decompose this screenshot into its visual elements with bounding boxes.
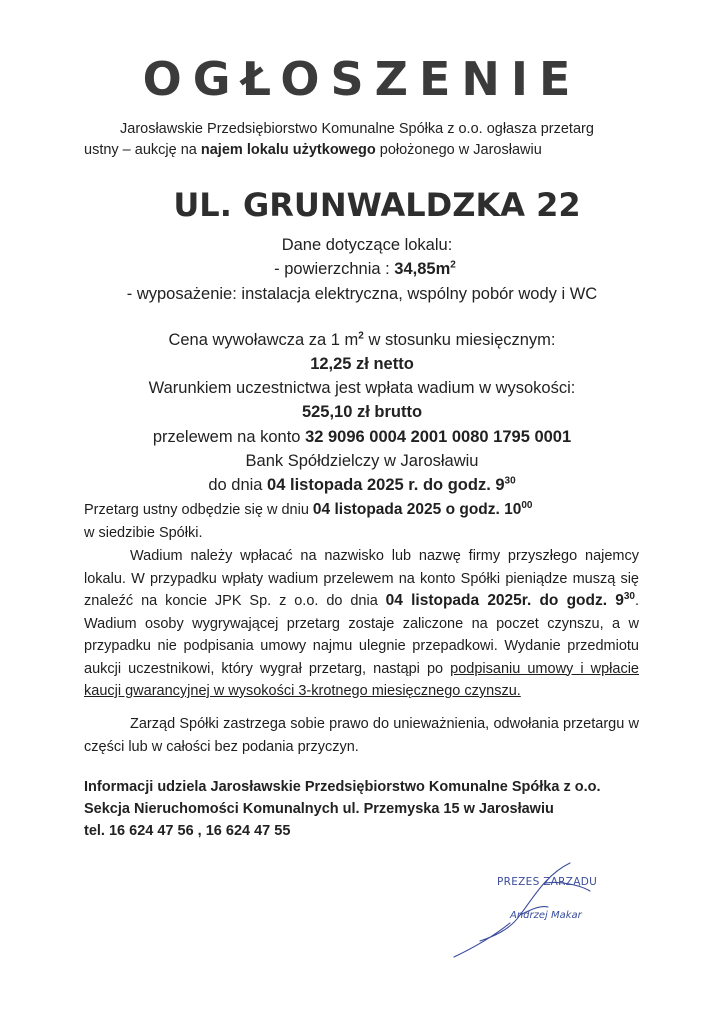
intro-text: ustny – aukcję na xyxy=(84,142,201,158)
auction-date: 04 listopada 2025 o godz. 10 xyxy=(312,501,522,518)
intro-text-end: położonego w Jarosławiu xyxy=(375,142,542,158)
handwritten-signature xyxy=(450,855,610,965)
area-superscript: 2 xyxy=(450,259,456,271)
signature-stroke xyxy=(454,863,590,957)
auction-location: w siedzibie Spółki. xyxy=(84,524,203,541)
deposit-deadline: 04 listopada 2025r. do godz. 9 xyxy=(385,592,624,609)
contact-line-2: Sekcja Nieruchomości Komunalnych ul. Przemyska 15 w Jarosławiu xyxy=(84,801,554,817)
price-value: 12,25 zł netto xyxy=(310,355,414,373)
price-label-end: w stosunku miesięcznym: xyxy=(363,331,556,349)
street-address: UL. GRUNWALDZKA 22 xyxy=(173,186,581,224)
auction-superscript: 00 xyxy=(521,500,533,512)
signatory-name: Andrzej Makar xyxy=(510,910,582,921)
intro-line-1: Jarosławskie Przedsiębiorstwo Komunalne Spółka z o.o. ogłasza przetarg xyxy=(120,121,594,137)
transfer-line xyxy=(0,428,724,447)
transfer-label: przelewem na konto xyxy=(152,428,306,446)
contact-line-1: Informacji udziela Jarosławskie Przedsiębiorstwo Komunalne Spółka z o.o. xyxy=(84,779,601,795)
contact-line-3: tel. 16 624 47 56 , 16 624 47 55 xyxy=(84,823,291,839)
equipment-line: - wyposażenie: instalacja elektryczna, wspólny pobór wody i WC xyxy=(126,285,598,303)
price-label-superscript: 2 xyxy=(358,330,364,342)
price-label: Cena wywoławcza za 1 m xyxy=(168,331,359,349)
board-paragraph xyxy=(84,713,639,758)
deposit-text: Wadium należy wpłacać na nazwisko lub nazwę firmy przyszłego najemcy lokalu. W przypadku wpłaty wadium przelewem na konto Spółki pieniądze muszą się znaleźć na koncie JPK Sp. z o.o. do dnia xyxy=(84,548,639,609)
stamp-title: PREZES ZARZĄDU xyxy=(497,876,598,888)
area-label: - powierzchnia : xyxy=(274,260,395,278)
area-value: 34,85m xyxy=(394,260,451,278)
auction-paragraph xyxy=(84,499,639,544)
area-line xyxy=(0,260,724,279)
details-header: Dane dotyczące lokalu: xyxy=(281,236,453,254)
deadline-superscript: 30 xyxy=(504,475,516,487)
deposit-value: 525,10 zł brutto xyxy=(301,403,423,421)
deposit-text-cont: . Wadium osoby wygrywającej przetarg zostaje zaliczone na poczet czynszu, a w przypadku nie podpisania umowy najmu ulegnie przepadkowi. Wydanie przedmiotu aukcji uczestnikowi, który wygrał przetarg, nastąpi po xyxy=(84,593,639,677)
page-title: OGŁOSZENIE xyxy=(142,52,582,106)
deposit-underlined: podpisaniu umowy i wpłacie kaucji gwarancyjnej w wysokości 3-krotnego miesięcznego czynszu. xyxy=(84,660,639,699)
bank-name: Bank Spółdzielczy w Jarosławiu xyxy=(245,452,479,470)
intro-line-2 xyxy=(84,142,542,158)
deposit-superscript: 30 xyxy=(623,591,635,603)
deadline-line xyxy=(0,476,724,495)
deposit-label: Warunkiem uczestnictwa jest wpłata wadium w wysokości: xyxy=(148,379,576,397)
price-label-line xyxy=(0,331,724,350)
deadline-date: 04 listopada 2025 r. do godz. 9 xyxy=(267,476,505,494)
deposit-paragraph xyxy=(84,545,639,703)
account-number: 32 9096 0004 2001 0080 1795 0001 xyxy=(305,428,572,446)
deadline-label: do dnia xyxy=(208,476,268,494)
auction-text: Przetarg ustny odbędzie się w dniu xyxy=(84,502,313,518)
intro-emphasis: najem lokalu użytkowego xyxy=(200,142,376,158)
board-text: Zarząd Spółki zastrzega sobie prawo do unieważnienia, odwołania przetargu w części lub w całości bez podania przyczyn. xyxy=(84,716,639,755)
